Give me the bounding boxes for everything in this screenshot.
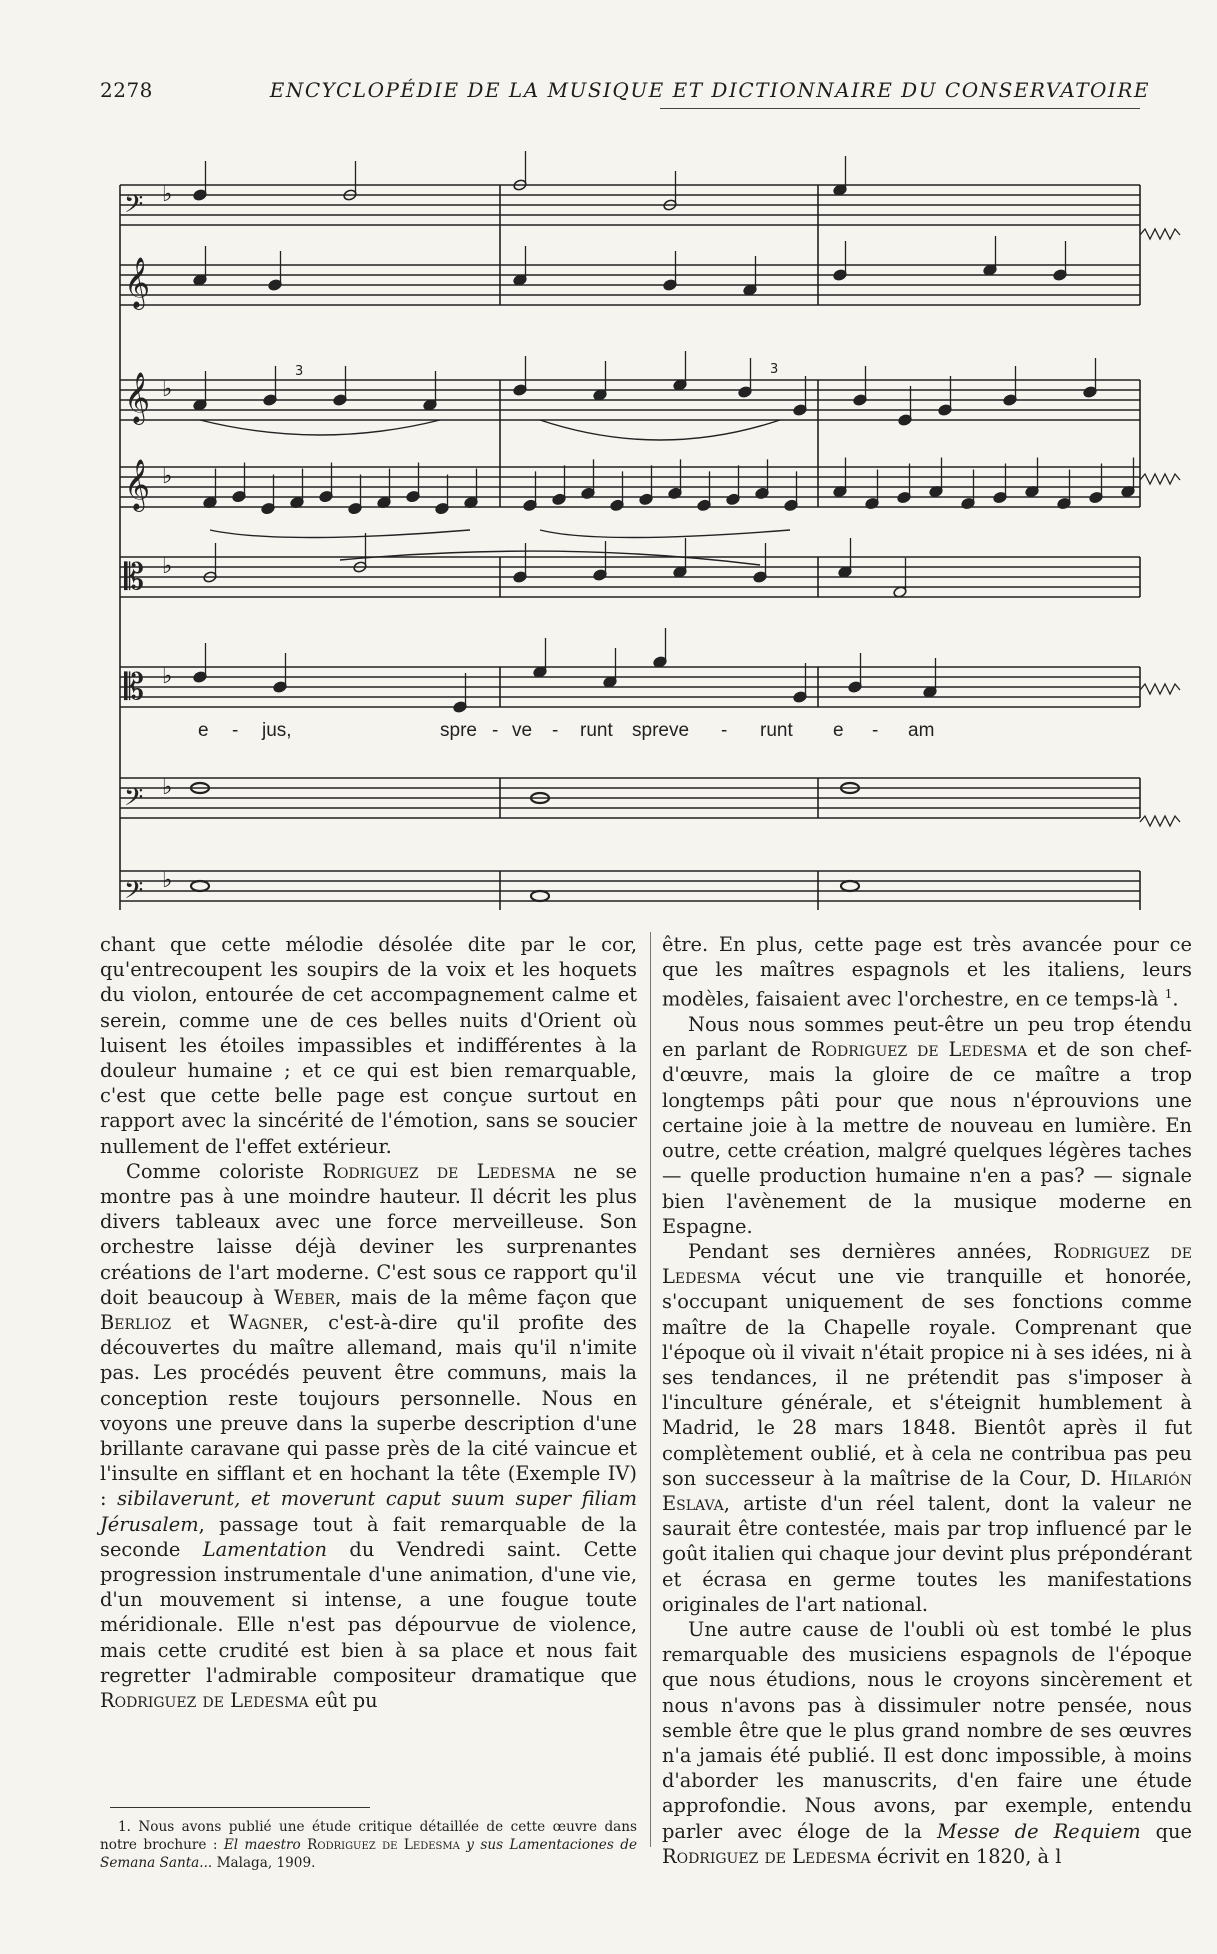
text-run: et <box>171 1311 229 1335</box>
lyrics-line <box>198 720 934 741</box>
clef-icon: 𝄞 <box>124 257 151 308</box>
flat-icon: ♭ <box>162 182 173 207</box>
text-run: 1. Nous avons publié une étude critique détaillée de cette œuvre dans notre brochure : <box>100 1819 637 1853</box>
text-run: Pendant ses dernières années, <box>688 1239 1054 1263</box>
text-run: Malaga, 1909. <box>212 1855 316 1871</box>
paragraph <box>662 1012 1192 1239</box>
lyric-syllable: jus, <box>262 720 292 741</box>
lyric-syllable: ve <box>512 720 533 741</box>
lyric-syllable: - <box>492 720 499 741</box>
text-run: . <box>1172 987 1179 1011</box>
clef-icon: 𝄞 <box>124 372 151 423</box>
text-run: et de son chef-d'œuvre, mais la gloire de ce maître a trop longtemps pâti pour que nous n'éprouvions une certaine joie à la mettre de nouveau en lumière. En outre, cette création, malgré quelques légères taches — quelle production humaine n'en a pas? — signale bien l'avènement de la musique moderne en Espagne. <box>662 1038 1192 1238</box>
music-score <box>0 0 1217 910</box>
lyric-syllable: - <box>552 720 559 741</box>
clef-icon: 𝄡 <box>124 667 145 708</box>
slur <box>200 420 440 435</box>
lyric-syllable: - <box>872 720 879 741</box>
tremolo-icon <box>1140 816 1180 826</box>
slur <box>540 420 780 440</box>
clefs <box>124 182 172 910</box>
text-run: écrivit en 1820, à l <box>870 1844 1062 1868</box>
footnote-ref[interactable]: 1 <box>1164 987 1173 1002</box>
composer-name: Berlioz <box>100 1311 172 1335</box>
flat-icon: ♭ <box>162 868 173 893</box>
slurs <box>200 420 790 565</box>
footnote <box>100 1818 637 1872</box>
text-run: ne se montre pas à une moindre hauteur. Il décrit les plus divers tableaux avec une force merveilleuse. Son orchestre laisse déjà deviner les surprenantes créations de l'art moderne. C'est sous ce rapport qu'il doit beaucoup à <box>100 1159 638 1309</box>
text-run: Une autre cause de l'oubli où est tombé le plus remarquable des musiciens espagnols de l'époque que nous étudions, nous le croyons sincèrement et nous n'avons pas à dissimuler notre pensée, nous semble être que le plus grand nombre de ses œuvres n'a jamais été publié. Il est donc impossible, à moins d'aborder les manuscrits, d'en faire une étude approfondie. Nous avons, par exemple, entendu parler avec éloge de la <box>662 1617 1192 1843</box>
lyric-syllable: e <box>198 720 209 741</box>
triplet-mark-2: 3 <box>770 362 779 377</box>
lyric-syllable: e <box>833 720 844 741</box>
composer-name: Rodriguez de Ledesma <box>810 1038 1028 1062</box>
composer-name: Rodriguez de Ledesma <box>662 1844 871 1868</box>
flat-icon: ♭ <box>162 775 173 800</box>
composer-name: Weber <box>274 1285 336 1309</box>
clef-icon: 𝄞 <box>124 459 151 510</box>
tremolo-icon <box>1140 684 1180 694</box>
paragraph <box>662 1617 1192 1869</box>
text-run: eût pu <box>308 1689 378 1713</box>
flat-icon: ♭ <box>162 554 173 579</box>
composer-name: Wagner <box>228 1311 303 1335</box>
composer-name: D. Hilarión Eslava <box>662 1466 1192 1515</box>
work-title: Lamentation <box>202 1537 328 1561</box>
tremolo-marks <box>1140 229 1180 826</box>
text-run: Nous nous sommes peut-être un peu trop étendu en parlant de <box>662 1013 1192 1062</box>
text-run: du Vendredi saint. Cette progression instrumentale d'une animation, d'une vie, d'un mouvement si intense, a une fougue toute méridionale. Elle n'est pas dépourvue de violence, mais cette crudité est bien à sa place et nous fait regretter l'admirable compositeur dramatique que <box>100 1537 637 1687</box>
tremolo-icon <box>1140 474 1180 484</box>
work-title: y sus Lamentaciones de Semana Santa... <box>100 1837 637 1871</box>
clef-icon: 𝄢 <box>124 783 144 818</box>
left-column <box>100 932 637 1713</box>
lyric-syllable: spre <box>440 720 477 741</box>
clef-icon: 𝄢 <box>124 190 144 225</box>
triplet-mark-1: 3 <box>295 364 304 379</box>
paragraph <box>662 932 1192 1012</box>
text-run: vécut une vie tranquille et honorée, s'occupant uniquement de ses fonctions comme maître de la Chapelle royale. Comprenant que l'époque où il vivait n'était propice ni à ses idées, ni à ses tendances, il ne prétendit pas s'imposer à l'inculture générale, et s'éteignit humblement à Madrid, le 28 mars 1848. Bientôt après il fut complètement oublié, et à cela ne contribua pas peu son successeur à la maîtrise de la Cour, <box>662 1265 1192 1490</box>
running-title: ENCYCLOPÉDIE DE LA MUSIQUE ET DICTIONNAIRE DU CONSERVATOIRE <box>269 78 1150 102</box>
paragraph <box>100 932 637 1159</box>
work-title: Messe de Requiem <box>936 1819 1141 1843</box>
whole-note <box>191 881 209 891</box>
slur <box>210 530 470 538</box>
text-run: , artiste d'un réel talent, dont la valeur ne saurait être contestée, mais par trop influencé par le goût italien qui chaque jour devint plus prépondérant et écrasa en germe toutes les manifestations originales de l'art national. <box>662 1491 1192 1616</box>
footnote-rule <box>110 1807 370 1808</box>
paragraph <box>662 1239 1192 1617</box>
lyric-syllable: - <box>721 720 728 741</box>
composer-name: Rodriguez de Ledesma <box>307 1837 460 1853</box>
paragraph <box>100 1159 637 1713</box>
text-run: , mais de la même façon que <box>335 1285 637 1309</box>
clef-icon: 𝄢 <box>124 876 144 910</box>
text-run: être. En plus, cette page est très avancée pour ce que les maîtres espagnols et les italiens, leurs modèles, faisaient avec l'orchestre, en ce temps-là <box>662 933 1192 1011</box>
lyric-syllable: runt <box>580 720 613 741</box>
footnote-text <box>100 1818 637 1872</box>
right-column <box>662 932 1192 1869</box>
slur <box>540 530 790 538</box>
latin-quote: sibilaverunt, et moverunt caput suum super filiam Jérusalem <box>100 1487 638 1536</box>
flat-icon: ♭ <box>162 464 173 489</box>
whole-note <box>841 881 859 891</box>
lyric-syllable: - <box>232 720 239 741</box>
text-run: , passage tout à fait remarquable de la seconde <box>100 1512 637 1561</box>
text-run: que <box>1140 1819 1193 1843</box>
column-divider <box>650 932 651 1847</box>
whole-note <box>531 891 549 901</box>
clef-icon: 𝄡 <box>124 557 145 598</box>
lyric-syllable: runt <box>760 720 793 741</box>
staff-lines <box>120 185 1140 910</box>
paragraph-text: chant que cette mélodie désolée dite par le cor, qu'entrecoupent les soupirs de la voix et les hoquets du violon, entourée de cet accompagnement calme et serein, comme une de ces belles nuits d'Orient où luisent les étoiles impassibles et indifférentes à la douleur humaine ; et ce qui est bien remarquable, c'est que cette belle page est conçue surtout en rapport avec la sincérité de l'émotion, sans se soucier nullement de l'effet extérieur. <box>100 933 637 1158</box>
barlines <box>120 185 1140 910</box>
text-run: Comme coloriste <box>126 1159 323 1183</box>
tremolo-icon <box>1140 229 1180 239</box>
composer-name: Rodriguez de Ledesma <box>322 1159 556 1183</box>
lyric-syllable: spreve <box>632 720 690 741</box>
text-run: , c'est-à-dire qu'il profite des découvertes du maître allemand, mais qu'il n'imite pas. Les procédés peuvent être communs, mais la conception reste toujours personnelle. Nous en voyons une preuve dans la superbe description d'une brillante caravane qui passe près de la cité vaincue et l'insulte en sifflant et en hochant la tête (Exemple IV) : <box>100 1311 637 1511</box>
slur <box>340 551 760 565</box>
flat-icon: ♭ <box>162 377 173 402</box>
work-title: El maestro <box>223 1837 308 1853</box>
composer-name: Rodriguez de Ledesma <box>100 1689 309 1713</box>
flat-icon: ♭ <box>162 664 173 689</box>
lyric-syllable: am <box>908 720 935 741</box>
composer-name: Rodriguez de Ledesma <box>662 1239 1192 1289</box>
page-number: 2278 <box>100 78 153 102</box>
